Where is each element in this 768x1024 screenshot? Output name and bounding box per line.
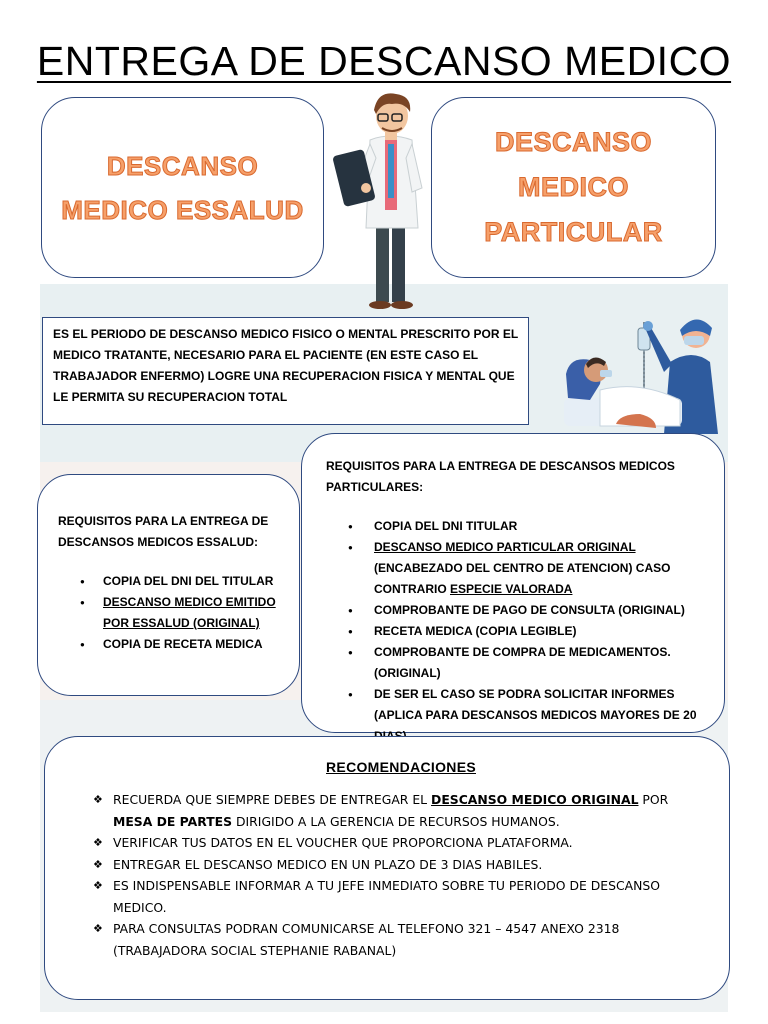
page-title: ENTREGA DE DESCANSO MEDICO xyxy=(36,38,732,84)
definition-box xyxy=(42,317,529,425)
patient-nurse-illustration xyxy=(560,302,728,434)
card-particular-title xyxy=(484,120,662,255)
list-item: ● COPIA DEL DNI DEL TITULAR xyxy=(58,571,281,592)
definition-text: ES EL PERIODO DE DESCANSO MEDICO FISICO O MENTAL PRESCRITO POR EL MEDICO TRATANTE, NECESARIO PARA EL PACIENTE (EN ESTE CASO EL TRABAJADOR ENFERMO) LOGRE UNA RECUPERACION FISICA Y MENTAL QUE LE PERMITA SU RECUPERACION TOTAL xyxy=(53,327,518,404)
list-item: ❖ ES INDISPENSABLE INFORMAR A TU JEFE INMEDIATO SOBRE TU PERIODO DE DESCANSO MEDICO. xyxy=(93,875,709,918)
list-item: ● COMPROBANTE DE PAGO DE CONSULTA (ORIGINAL) xyxy=(326,600,704,621)
card-particular-line3: PARTICULAR xyxy=(484,217,663,247)
card-descanso-essalud xyxy=(41,97,324,278)
essalud-req-heading: REQUISITOS PARA LA ENTREGA DE DESCANSOS MEDICOS ESSALUD: xyxy=(58,514,269,549)
card-particular-line2: MEDICO xyxy=(517,172,629,202)
card-requisitos-particulares xyxy=(301,433,725,733)
rec-text: DIRIGIDO A LA GERENCIA DE RECURSOS HUMANOS. xyxy=(232,813,560,829)
recommendations-title: RECOMENDACIONES xyxy=(326,759,476,775)
list-item xyxy=(93,789,709,832)
rec-text-bold: DESCANSO MEDICO ORIGINAL xyxy=(431,792,639,807)
list-item: ● DESCANSO MEDICO EMITIDO POR ESSALUD (ORIGINAL) xyxy=(58,592,281,634)
card-descanso-particular xyxy=(431,97,716,278)
list-item: ● COPIA DEL DNI TITULAR xyxy=(326,516,704,537)
list-item: ❖ ENTREGAR EL DESCANSO MEDICO EN UN PLAZO DE 3 DIAS HABILES. xyxy=(93,854,709,876)
rec-text: POR xyxy=(638,792,669,807)
card-essalud-title xyxy=(61,144,303,232)
list-item: ● COMPROBANTE DE COMPRA DE MEDICAMENTOS. (ORIGINAL) xyxy=(326,642,704,684)
particular-req-heading: REQUISITOS PARA LA ENTREGA DE DESCANSOS MEDICOS PARTICULARES: xyxy=(326,459,675,494)
particular-req-list xyxy=(326,516,704,747)
card-requisitos-essalud xyxy=(37,474,300,696)
rec-text-bold: MESA DE PARTES xyxy=(113,813,233,829)
list-item-underlined: DESCANSO MEDICO PARTICULAR ORIGINAL xyxy=(374,540,636,554)
card-recomendaciones xyxy=(44,736,730,1000)
list-item: ● COPIA DE RECETA MEDICA xyxy=(58,634,281,655)
list-item: ● DE SER EL CASO SE PODRA SOLICITAR INFORMES (APLICA PARA DESCANSOS MEDICOS MAYORES DE 20 xyxy=(326,684,704,747)
card-essalud-line1: DESCANSO xyxy=(106,150,259,181)
recommendations-list xyxy=(93,789,709,961)
card-essalud-line2: MEDICO ESSALUD xyxy=(61,194,304,225)
card-particular-line1: DESCANSO xyxy=(494,127,652,157)
list-item-text: (ENCABEZADO DEL CENTRO DE ATENCION) CASO CONTRARIO xyxy=(374,561,671,596)
list-item: ● RECETA MEDICA (COPIA LEGIBLE) xyxy=(326,621,704,642)
list-item: ❖ PARA CONSULTAS PODRAN COMUNICARSE AL TELEFONO 321 – 4547 ANEXO 2318 (TRABAJADORA SOCIAL STEPHANIE RABANAL) xyxy=(93,918,709,961)
list-item-underlined: ESPECIE VALORADA xyxy=(450,582,573,596)
rec-text: RECUERDA QUE SIEMPRE DEBES DE ENTREGAR EL xyxy=(113,792,432,807)
list-item: ❖ VERIFICAR TUS DATOS EN EL VOUCHER QUE PROPORCIONA PLATAFORMA. xyxy=(93,832,709,854)
doctor-illustration xyxy=(330,88,430,314)
list-item xyxy=(326,537,704,600)
essalud-req-list xyxy=(58,571,281,655)
